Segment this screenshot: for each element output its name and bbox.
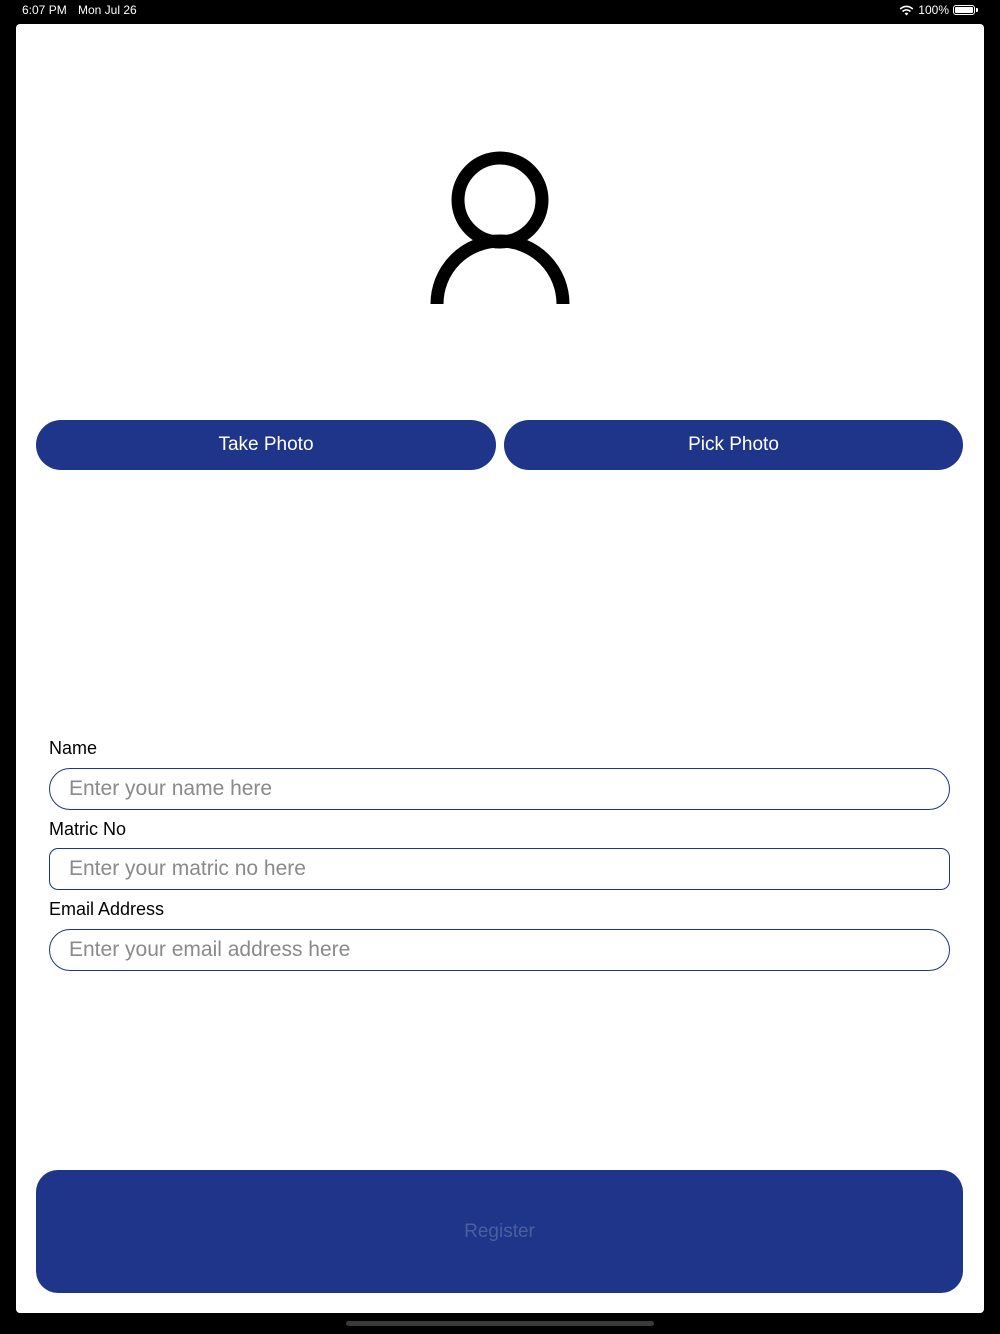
battery-percent: 100% xyxy=(918,3,949,17)
wifi-icon xyxy=(899,5,914,16)
pick-photo-button[interactable]: Pick Photo xyxy=(504,420,963,470)
email-field[interactable] xyxy=(49,929,950,971)
home-indicator[interactable] xyxy=(346,1321,654,1326)
person-icon[interactable] xyxy=(429,150,571,308)
status-time: 6:07 PM xyxy=(22,3,67,17)
matric-placeholder: Enter your matric no here xyxy=(69,857,306,880)
take-photo-button[interactable]: Take Photo xyxy=(36,420,496,470)
email-placeholder: Enter your email address here xyxy=(69,938,351,961)
status-indicators xyxy=(899,3,978,17)
email-label: Email Address xyxy=(49,899,165,919)
matric-field[interactable] xyxy=(49,848,950,890)
status-date: Mon Jul 26 xyxy=(78,3,137,17)
name-label: Name xyxy=(49,738,98,758)
name-field[interactable] xyxy=(49,768,950,810)
matric-label: Matric No xyxy=(49,819,127,839)
register-button[interactable]: Register xyxy=(36,1170,963,1293)
registration-sheet xyxy=(16,24,984,1313)
status-bar xyxy=(0,0,1000,22)
battery-icon xyxy=(953,5,975,15)
battery-tip xyxy=(976,8,978,12)
name-placeholder: Enter your name here xyxy=(69,777,273,800)
